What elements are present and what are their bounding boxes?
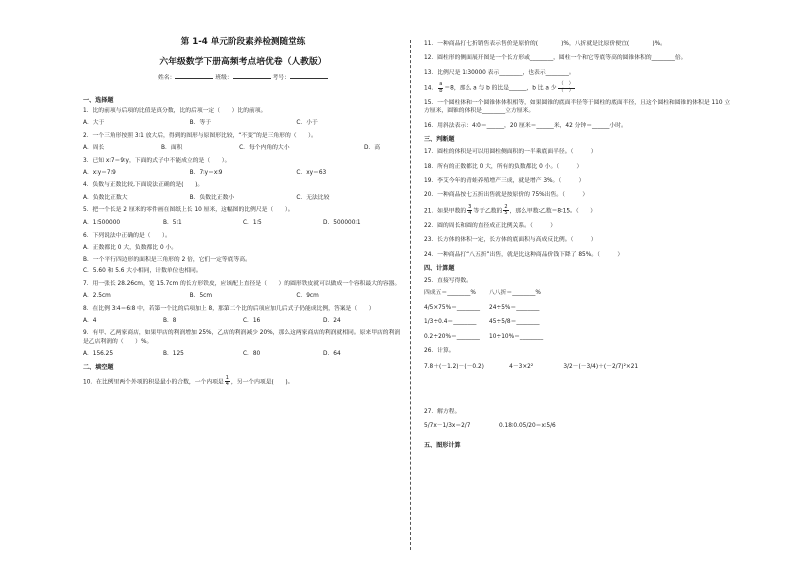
- fraction-denominator: 5: [504, 210, 508, 217]
- page-subtitle: 六年级数学下册高频考点培优卷（人教版）: [159, 57, 327, 67]
- calc-item: 10÷10%＝________: [489, 333, 544, 340]
- question-3: 3．已知 x∶7＝9∶y，下面的式子中不能成立的是（ ）。: [83, 157, 231, 164]
- calc-row: [424, 304, 554, 312]
- question-6: 6．下列说法中正确的是（ ）。: [83, 233, 171, 240]
- fraction: [467, 205, 472, 217]
- question-14-text: ＝8，那么 a 与 b 的比是______，b 比 a 少: [444, 85, 557, 92]
- question-27: 27．解方程。: [424, 408, 461, 415]
- question-5-options: [83, 219, 403, 227]
- option-c: C．80: [243, 351, 261, 358]
- column-divider: [410, 40, 411, 550]
- calc-item: 0.2÷20%＝________: [424, 333, 480, 340]
- question-23: 23．长方体的体积一定，长方体的底面积与高成反比例。（ ）: [424, 237, 597, 244]
- question-24: 24．一种商品打“八五折”出售，就是比这种商品价钱下降了 85%。（ ）: [424, 251, 624, 258]
- question-6-option-b: B．一个平行四边形的面积是三角形的 2 倍，它们一定等底等高。: [83, 256, 251, 263]
- class-field[interactable]: [233, 71, 271, 79]
- calc-row: [424, 289, 554, 297]
- option-a: A．1∶500000: [83, 219, 121, 226]
- question-8: 8．在比例 3∶4＝6∶8 中，若第一个比的后项加上 8，那第二个比的后项应加几后式子仍能成比例，答案是（ ）: [83, 305, 375, 312]
- fraction-blank-denominator[interactable]: （ ）: [558, 87, 574, 94]
- calc-expression: 4－3×2²: [509, 364, 534, 371]
- question-6-option-a: A．正数都比 0 大，负数都比 0 小。: [83, 245, 178, 252]
- calc-item: 八八折＝________%: [489, 290, 541, 297]
- question-21: [424, 205, 734, 217]
- fraction-blank: [558, 82, 575, 94]
- option-a: A．大于: [83, 120, 105, 127]
- question-2: 2．一个三角形按照 3∶1 放大后，得到的图形与原图形比较，“不变”的是三角形的（ ）。: [83, 132, 317, 139]
- fraction-numerator: 3: [468, 203, 472, 210]
- question-7: 7．用一张长 28.26cm，宽 15.7cm 的长方形铁皮，应该配上直径是（ ）的圆形铁皮就可以做成一个容积最大的容器。: [83, 280, 401, 287]
- question-4: 4．负数与正数比较,下面说法正确的是( )。: [83, 182, 204, 189]
- question-19: 19．李艾今年的青蛙养殖增产三成，就是增产 3%。（ ）: [424, 178, 585, 185]
- option-a: A．2.5cm: [83, 293, 111, 300]
- question-7-options: [83, 292, 403, 300]
- option-d: D．24: [323, 317, 341, 324]
- fraction-denominator: 4: [225, 380, 229, 387]
- fraction: [503, 205, 508, 217]
- option-c: C．16: [243, 317, 261, 324]
- question-25-items: [424, 289, 554, 341]
- calc-item: 四成五＝________%: [424, 290, 476, 297]
- question-8-options: [83, 317, 403, 325]
- calc-item: 4/5×75%＝________: [424, 304, 481, 311]
- section-calc: 四、计算题: [424, 264, 455, 272]
- fraction-denominator: b: [439, 87, 443, 94]
- calc-item: 24÷5%＝________: [489, 304, 540, 311]
- section-judge: 三、判断题: [424, 136, 455, 144]
- question-22: 22．圆的周长和圆的直径成正比例关系。（ ）: [424, 222, 557, 229]
- option-d: D．高: [363, 145, 381, 152]
- calc-expression: 3/2－(－3/4)＋(－2/7)²×21: [563, 364, 639, 371]
- option-b: B．5∶1: [163, 219, 182, 226]
- question-21-text: 21．如果甲数的: [424, 208, 467, 215]
- section-geometry: 五、图形计算: [424, 441, 461, 449]
- left-column: [83, 36, 403, 387]
- equation: 0.18∶0.05/20＝x∶5/6: [499, 423, 556, 430]
- option-b: B．5cm: [189, 293, 212, 300]
- calc-item: 45÷5/8＝________: [489, 319, 540, 326]
- calc-row: [424, 318, 554, 326]
- question-11: 11．一种商品打七折销售表示售价是原价的( )%，八折就是比原价便宜( )%。: [424, 41, 666, 47]
- option-c: C．9cm: [296, 293, 319, 300]
- option-a: A．周长: [83, 145, 105, 152]
- fraction-numerator: 2: [504, 203, 508, 210]
- question-20: 20．一种商品按七五折出售就是按原价的 75%出售。（ ）: [424, 192, 589, 199]
- question-26-items: [424, 363, 664, 371]
- option-d: D．64: [323, 351, 341, 358]
- question-4-options: [83, 194, 403, 202]
- question-5: 5．把一个长是 2 厘米的零件画在图纸上长 10 厘米，这幅图的比例尺是（ ）。: [83, 207, 294, 214]
- name-field[interactable]: [175, 71, 213, 79]
- student-info-line: [83, 71, 403, 83]
- calc-expression: 7.8＋(－1.2)－(－0.2): [424, 364, 484, 371]
- option-d: D．500000∶1: [323, 219, 361, 226]
- calc-row: [424, 333, 554, 341]
- equation: 5/7x－1/3x＝2/7: [424, 423, 471, 430]
- question-10-text: 10．在比例里两个外项的积是最小的合数，一个内项是: [83, 378, 224, 385]
- id-field[interactable]: [290, 71, 328, 79]
- option-b: B．8: [163, 317, 177, 324]
- question-21-text-end: ，那么甲数∶乙数＝8∶15。（ ）: [509, 208, 597, 215]
- question-10-text-end: ，另一个内项是( )。: [230, 378, 294, 385]
- fraction-denominator: 4: [468, 210, 472, 217]
- question-26: 26．计算。: [424, 347, 455, 354]
- question-15: 15．一个圆柱体和一个圆锥体体积相等，如果圆锥的底面半径等于圆柱的底面半径，且这个圆柱和圆锥的体积是 110 立方厘米，圆锥的体积是________立方厘米。: [424, 100, 731, 115]
- fraction-numerator: 1: [225, 374, 229, 381]
- option-b: B．7∶y＝x∶9: [189, 170, 223, 177]
- option-a: A．156.25: [83, 351, 114, 358]
- question-1-options: [83, 119, 403, 127]
- question-9: 9．有甲、乙两家商店，如果甲店的利润增加 25%，乙店的利润减少 20%，那么这两家商店的利润就相同。原来甲店的利润是乙店利润的（ ）%。: [83, 330, 401, 345]
- question-6-option-c: C．5.60 和 5.6 大小相同，计数单位也相同。: [83, 268, 202, 275]
- page-title: 第 1-4 单元阶段素养检测随堂练: [180, 37, 306, 47]
- question-12: 12．圆柱形的侧面展开图是一个长方形或________，圆柱一个和它等底等高的圆锥体积的________倍。: [424, 55, 687, 62]
- question-17: 17．圆柱的体积是可以用圆柱侧面积的一半乘底面半径。（ ）: [424, 149, 597, 156]
- question-14: [424, 82, 734, 94]
- fraction-blank-numerator[interactable]: （ ）: [558, 81, 574, 88]
- question-1: 1．比的前项与后项的比值是真分数，比的后项一定（ ）比的前项。: [83, 108, 267, 114]
- question-18: 18．所有的正数都比 0 大，所有的负数都比 0 小。（ ）: [424, 163, 583, 170]
- fraction-numerator: a: [439, 81, 443, 88]
- option-c: C．无法比较: [296, 194, 330, 201]
- question-25: 25．直接写得数。: [424, 277, 472, 284]
- option-c: C．每个内角的大小: [239, 145, 290, 152]
- id-label: 考号：: [272, 75, 290, 81]
- option-a: A．x∶y＝7∶9: [83, 170, 116, 177]
- question-2-options: [83, 144, 403, 152]
- calc-item: 1/3÷0.4＝________: [424, 319, 477, 326]
- question-9-options: [83, 350, 403, 358]
- fraction-a-over-b: [438, 82, 443, 94]
- option-c: C．xy＝63: [296, 170, 327, 177]
- option-c: C．小于: [296, 120, 318, 127]
- option-b: B．负数比正数小: [189, 194, 235, 201]
- option-b: B．面积: [161, 145, 183, 152]
- question-27-items: [424, 422, 574, 430]
- right-column: [424, 40, 734, 450]
- question-13: 13．比例尺是 1∶30000 表示________，也表示________。: [424, 69, 575, 76]
- fraction: [225, 376, 230, 388]
- class-label: 班级：: [215, 75, 233, 81]
- option-b: B．等于: [189, 120, 212, 127]
- section-fill: 二、填空题: [83, 363, 114, 371]
- option-a: A．4: [83, 317, 97, 324]
- question-14-number: 14．: [424, 85, 438, 92]
- name-label: 姓名：: [158, 75, 176, 81]
- question-3-options: [83, 169, 403, 177]
- option-b: B．125: [163, 351, 184, 358]
- section-choice: 一、选择题: [83, 97, 114, 104]
- option-a: A．负数比正数大: [83, 194, 128, 201]
- question-10: [83, 376, 403, 388]
- question-16: 16．用斜法表示：4∶0＝______，20 厘米＝______米，42 分钟＝______小时。: [424, 122, 627, 129]
- option-c: C．1∶5: [243, 219, 262, 226]
- question-21-text-mid: 等于乙数的: [473, 208, 503, 215]
